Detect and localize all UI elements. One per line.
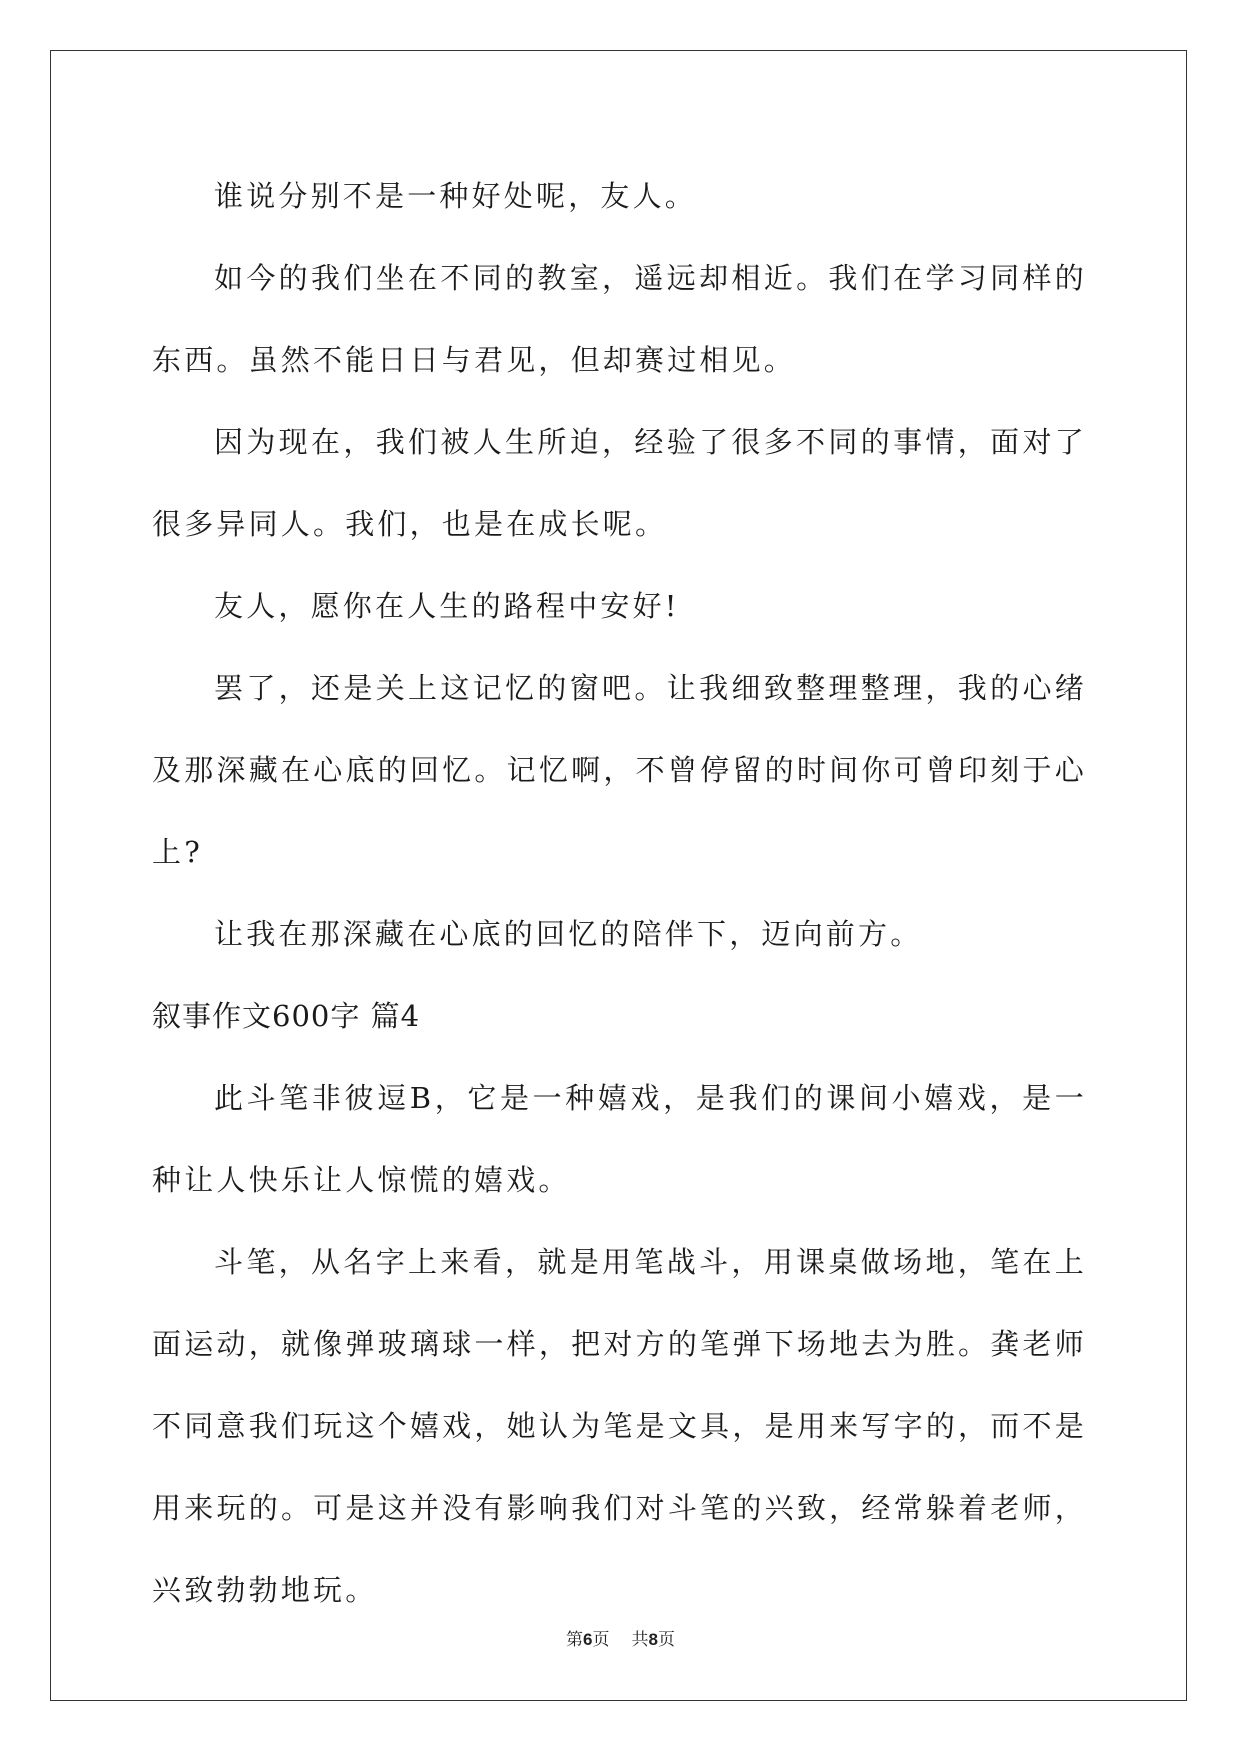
paragraph: 如今的我们坐在不同的教室，遥远却相近。我们在学习同样的东西。虽然不能日日与君见，但却赛过相见。 [152, 261, 1087, 377]
total-label-suffix: 页 [657, 1630, 675, 1650]
page-label-suffix: 页 [592, 1630, 610, 1650]
paragraph: 罢了，还是关上这记忆的窗吧。让我细致整理整理，我的心绪及那深藏在心底的回忆。记忆啊，不曾停留的时间你可曾印刻于心上? [152, 671, 1087, 869]
paragraph: 此斗笔非彼逗B，它是一种嬉戏，是我们的课间小嬉戏，是一种让人快乐让人惊慌的嬉戏。 [152, 1081, 1087, 1197]
paragraph: 让我在那深藏在心底的回忆的陪伴下，迈向前方。 [214, 917, 923, 951]
total-label-prefix: 共 [631, 1630, 649, 1650]
paragraph: 谁说分别不是一种好处呢，友人。 [214, 179, 698, 213]
document-body [152, 155, 1087, 1631]
page-label-prefix: 第 [566, 1630, 584, 1650]
total-page-number: 8 [648, 1630, 658, 1649]
paragraph: 友人，愿你在人生的路程中安好! [214, 589, 680, 623]
section-heading: 叙事作文600字 篇4 [152, 999, 421, 1033]
current-page-number: 6 [583, 1630, 593, 1649]
paragraph: 斗笔，从名字上来看，就是用笔战斗，用课桌做场地，笔在上面运动，就像弹玻璃球一样，把对方的笔弹下场地去为胜。龚老师不同意我们玩这个嬉戏，她认为笔是文具，是用来写字的，而不是用来玩的。可是这并没有影响我们对斗笔的兴致，经常躲着老师，兴致勃勃地玩。 [152, 1245, 1087, 1607]
paragraph: 因为现在，我们被人生所迫，经验了很多不同的事情，面对了很多异同人。我们，也是在成长呢。 [152, 425, 1087, 541]
page-footer [0, 1625, 1241, 1650]
